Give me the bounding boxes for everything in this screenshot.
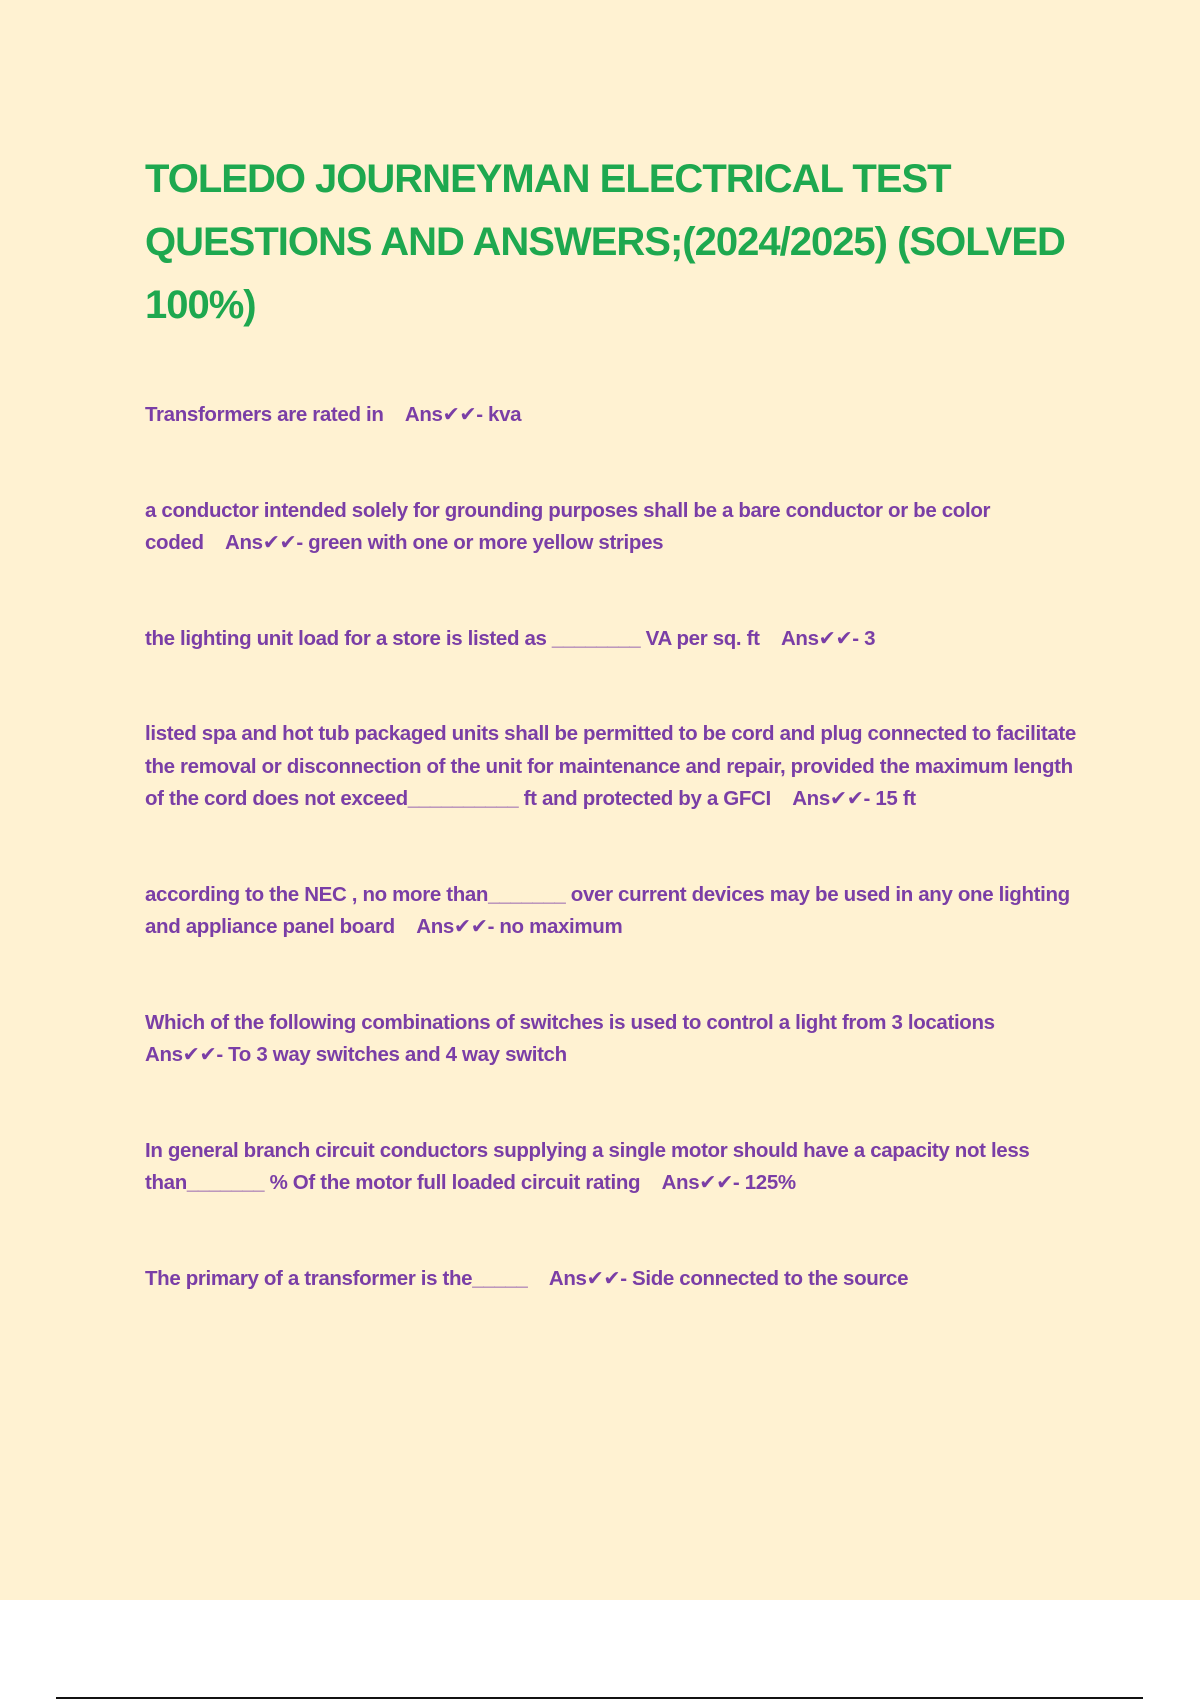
qa-item [145,1007,1095,1072]
answer-text: Ans✔✔- no maximum [416,915,623,938]
question-text: The primary of a transformer is the_____ [145,1266,528,1290]
qa-item [145,399,1095,432]
qa-item [145,718,1095,816]
question-text: In general branch circuit conductors supplying a single motor should have a capacity not less than_______ % Of the motor full loaded circuit rating [145,1138,1030,1194]
qa-list [145,399,1095,1295]
answer-text: Ans✔✔- green with one or more yellow stripes [225,531,664,554]
answer-text: Ans✔✔- 125% [661,1171,796,1194]
qa-item [145,1263,1095,1296]
answer-text: Ans✔✔- kva [404,403,522,426]
question-text: a conductor intended solely for grounding purposes shall be a bare conductor or be color coded [145,498,991,554]
question-text: Transformers are rated in [145,403,384,426]
document-title: TOLEDO JOURNEYMAN ELECTRICAL TEST QUESTIONS AND ANSWERS;(2024/2025) (SOLVED 100%) [145,157,1065,327]
qa-item [145,623,1095,656]
question-text: according to the NEC , no more than_______ over current devices may be used in any one lighting and appliance panel board [145,882,1070,938]
document-content [145,148,1095,1358]
qa-item [145,1135,1095,1200]
question-text: Which of the following combinations of switches is used to control a light from 3 locations [145,1010,995,1034]
qa-item [145,879,1095,944]
footer-divider [56,1697,1143,1699]
question-text: the lighting unit load for a store is listed as ________ VA per sq. ft [145,626,760,650]
answer-text: Ans✔✔- To 3 way switches and 4 way switch [145,1043,567,1066]
answer-text: Ans✔✔- 3 [780,626,876,650]
qa-item [145,495,1095,560]
answer-text: Ans✔✔- Side connected to the source [548,1266,909,1290]
answer-text: Ans✔✔- 15 ft [792,787,916,810]
question-text: listed spa and hot tub packaged units shall be permitted to be cord and plug connected to facilitate the removal or disconnection of the unit for maintenance and repair, provided the maximum length of the cord does not exceed__________ ft and protected by a GFCI [145,722,1076,810]
